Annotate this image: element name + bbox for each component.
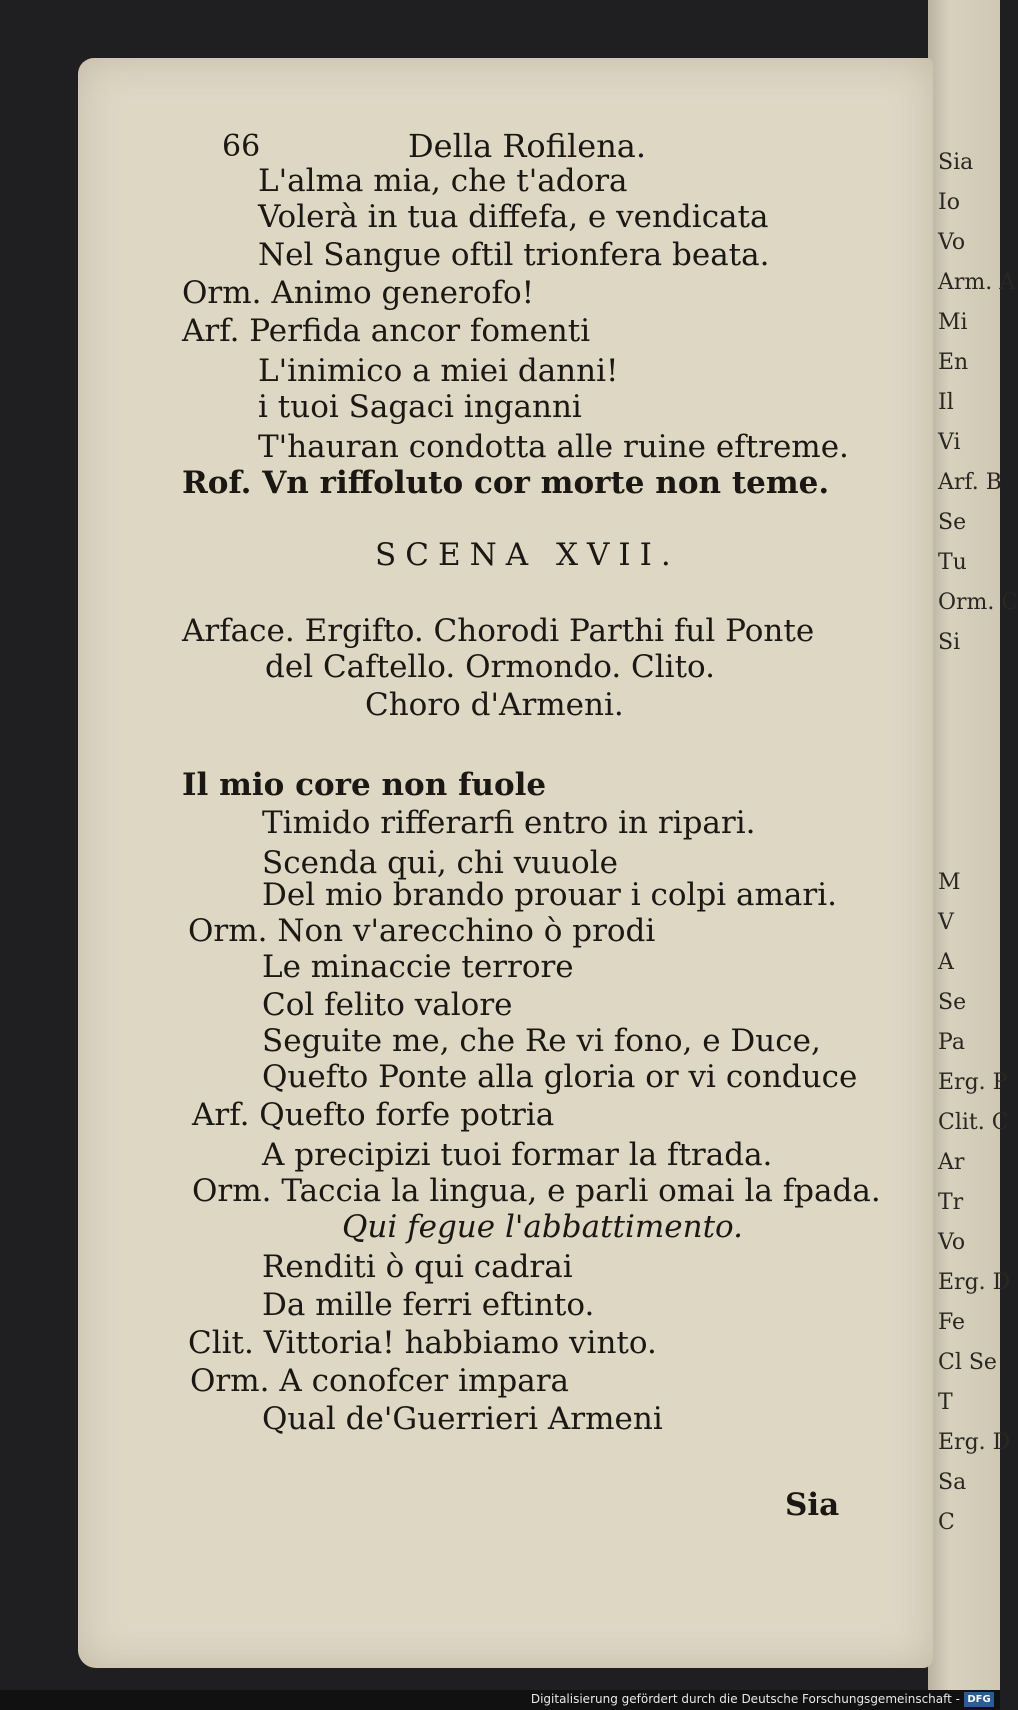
text-line: Timido rifferarfi entro in ripari. (262, 805, 756, 841)
text-line: Nel Sangue oftil trionfera beata. (258, 237, 770, 273)
text-line: Orm. Non v'arecchino ò prodi (188, 913, 656, 949)
text-line: Choro d'Armeni. (365, 687, 624, 723)
text-line: Renditi ò qui cadrai (262, 1249, 573, 1285)
text-line: Arf. Perfida ancor fomenti (182, 313, 591, 349)
facing-page-fragment: Tu (938, 550, 967, 575)
facing-page-fragment: Arf. B (938, 470, 1002, 495)
text-line: Qual de'Guerrieri Armeni (262, 1401, 663, 1437)
text-line: Da mille ferri eftinto. (262, 1287, 595, 1323)
facing-page-fragment: Si (938, 630, 961, 655)
text-line: Del mio brando prouar i colpi amari. (262, 877, 837, 913)
page-number: 66 (222, 129, 261, 164)
text-line: Orm. Animo generofo! (182, 275, 535, 311)
text-line: L'alma mia, che t'adora (258, 163, 628, 199)
text-line: Arf. Quefto forfe potria (192, 1097, 555, 1133)
facing-page-fragment: Tr (938, 1190, 964, 1215)
facing-page-fragment: Sia (938, 150, 974, 175)
text-line: Seguite me, che Re vi fono, e Duce, (262, 1023, 821, 1059)
facing-page-fragment: Erg. D (938, 1430, 1011, 1455)
facing-page-fragment: V (938, 910, 954, 935)
facing-page-fragment: Erg. P (938, 1070, 1008, 1095)
facing-page-fragment: Vi (938, 430, 961, 455)
facing-page-fragment: Vo (938, 230, 966, 255)
facing-page-fragment: Orm. C (938, 590, 1018, 615)
facing-page-fragment: Arm. A (938, 270, 1016, 295)
facing-page-fragment: Erg. D (938, 1270, 1011, 1295)
facing-page-fragment: Mi (938, 310, 968, 335)
text-line: Clit. Vittoria! habbiamo vinto. (188, 1325, 657, 1361)
facing-page-edge (928, 0, 1018, 1690)
text-line: Orm. A conofcer impara (190, 1363, 570, 1399)
running-title: Della Rofilena. (408, 127, 647, 165)
facing-page-fragment: Se (938, 990, 967, 1015)
text-line: Col felito valore (262, 987, 513, 1023)
facing-page-fragment: Pa (938, 1030, 965, 1055)
scene-heading: SCENA XVII. (375, 537, 680, 573)
facing-page-fragment: T (938, 1390, 953, 1415)
facing-page-fragment: Vo (938, 1230, 966, 1255)
text-line: T'hauran condotta alle ruine eftreme. (258, 429, 849, 465)
facing-page-fragment: C (938, 1510, 955, 1535)
facing-page-fragment: Io (938, 190, 960, 215)
facing-page-fragment: Se (938, 510, 967, 535)
dfg-logo: DFG (964, 1692, 994, 1707)
facing-page-fragment: M (938, 870, 961, 895)
text-line: del Caftello. Ormondo. Clito. (265, 649, 715, 685)
facing-page-fragment: Ar (938, 1150, 965, 1175)
text-line: L'inimico a miei danni! (258, 353, 619, 389)
text-line: A precipizi tuoi formar la ftrada. (262, 1137, 773, 1173)
text-line: Rof. Vn riffoluto cor morte non teme. (182, 465, 830, 501)
text-line: Quefto Ponte alla gloria or vi conduce (262, 1059, 858, 1095)
facing-page-fragment: Cl Se (938, 1350, 997, 1375)
facing-page-fragment: A (938, 950, 954, 975)
text-line: i tuoi Sagaci inganni (258, 389, 582, 425)
digitization-credit: Digitalisierung gefördert durch die Deutsche Forschungsgemeinschaft - (530, 1692, 960, 1706)
text-line: Volerà in tua diffefa, e vendicata (258, 199, 769, 235)
text-line: Scenda qui, chi vuuole (262, 845, 618, 881)
facing-page-fragment: Fe (938, 1310, 966, 1335)
text-line: Le minaccie terrore (262, 949, 574, 985)
catchword: Sia (785, 1487, 840, 1523)
text-line: Qui fegue l'abbattimento. (342, 1209, 744, 1245)
facing-page-fragment: Sa (938, 1470, 967, 1495)
facing-page-fragment: En (938, 350, 969, 375)
text-line: Orm. Taccia la lingua, e parli omai la fpada. (192, 1173, 881, 1209)
facing-page-fragment: Il (938, 390, 954, 415)
facing-page-fragment: Clit. C (938, 1110, 1009, 1135)
text-line: Arface. Ergifto. Chorodi Parthi ful Ponte (182, 613, 815, 649)
text-line: Il mio core non fuole (182, 767, 547, 803)
